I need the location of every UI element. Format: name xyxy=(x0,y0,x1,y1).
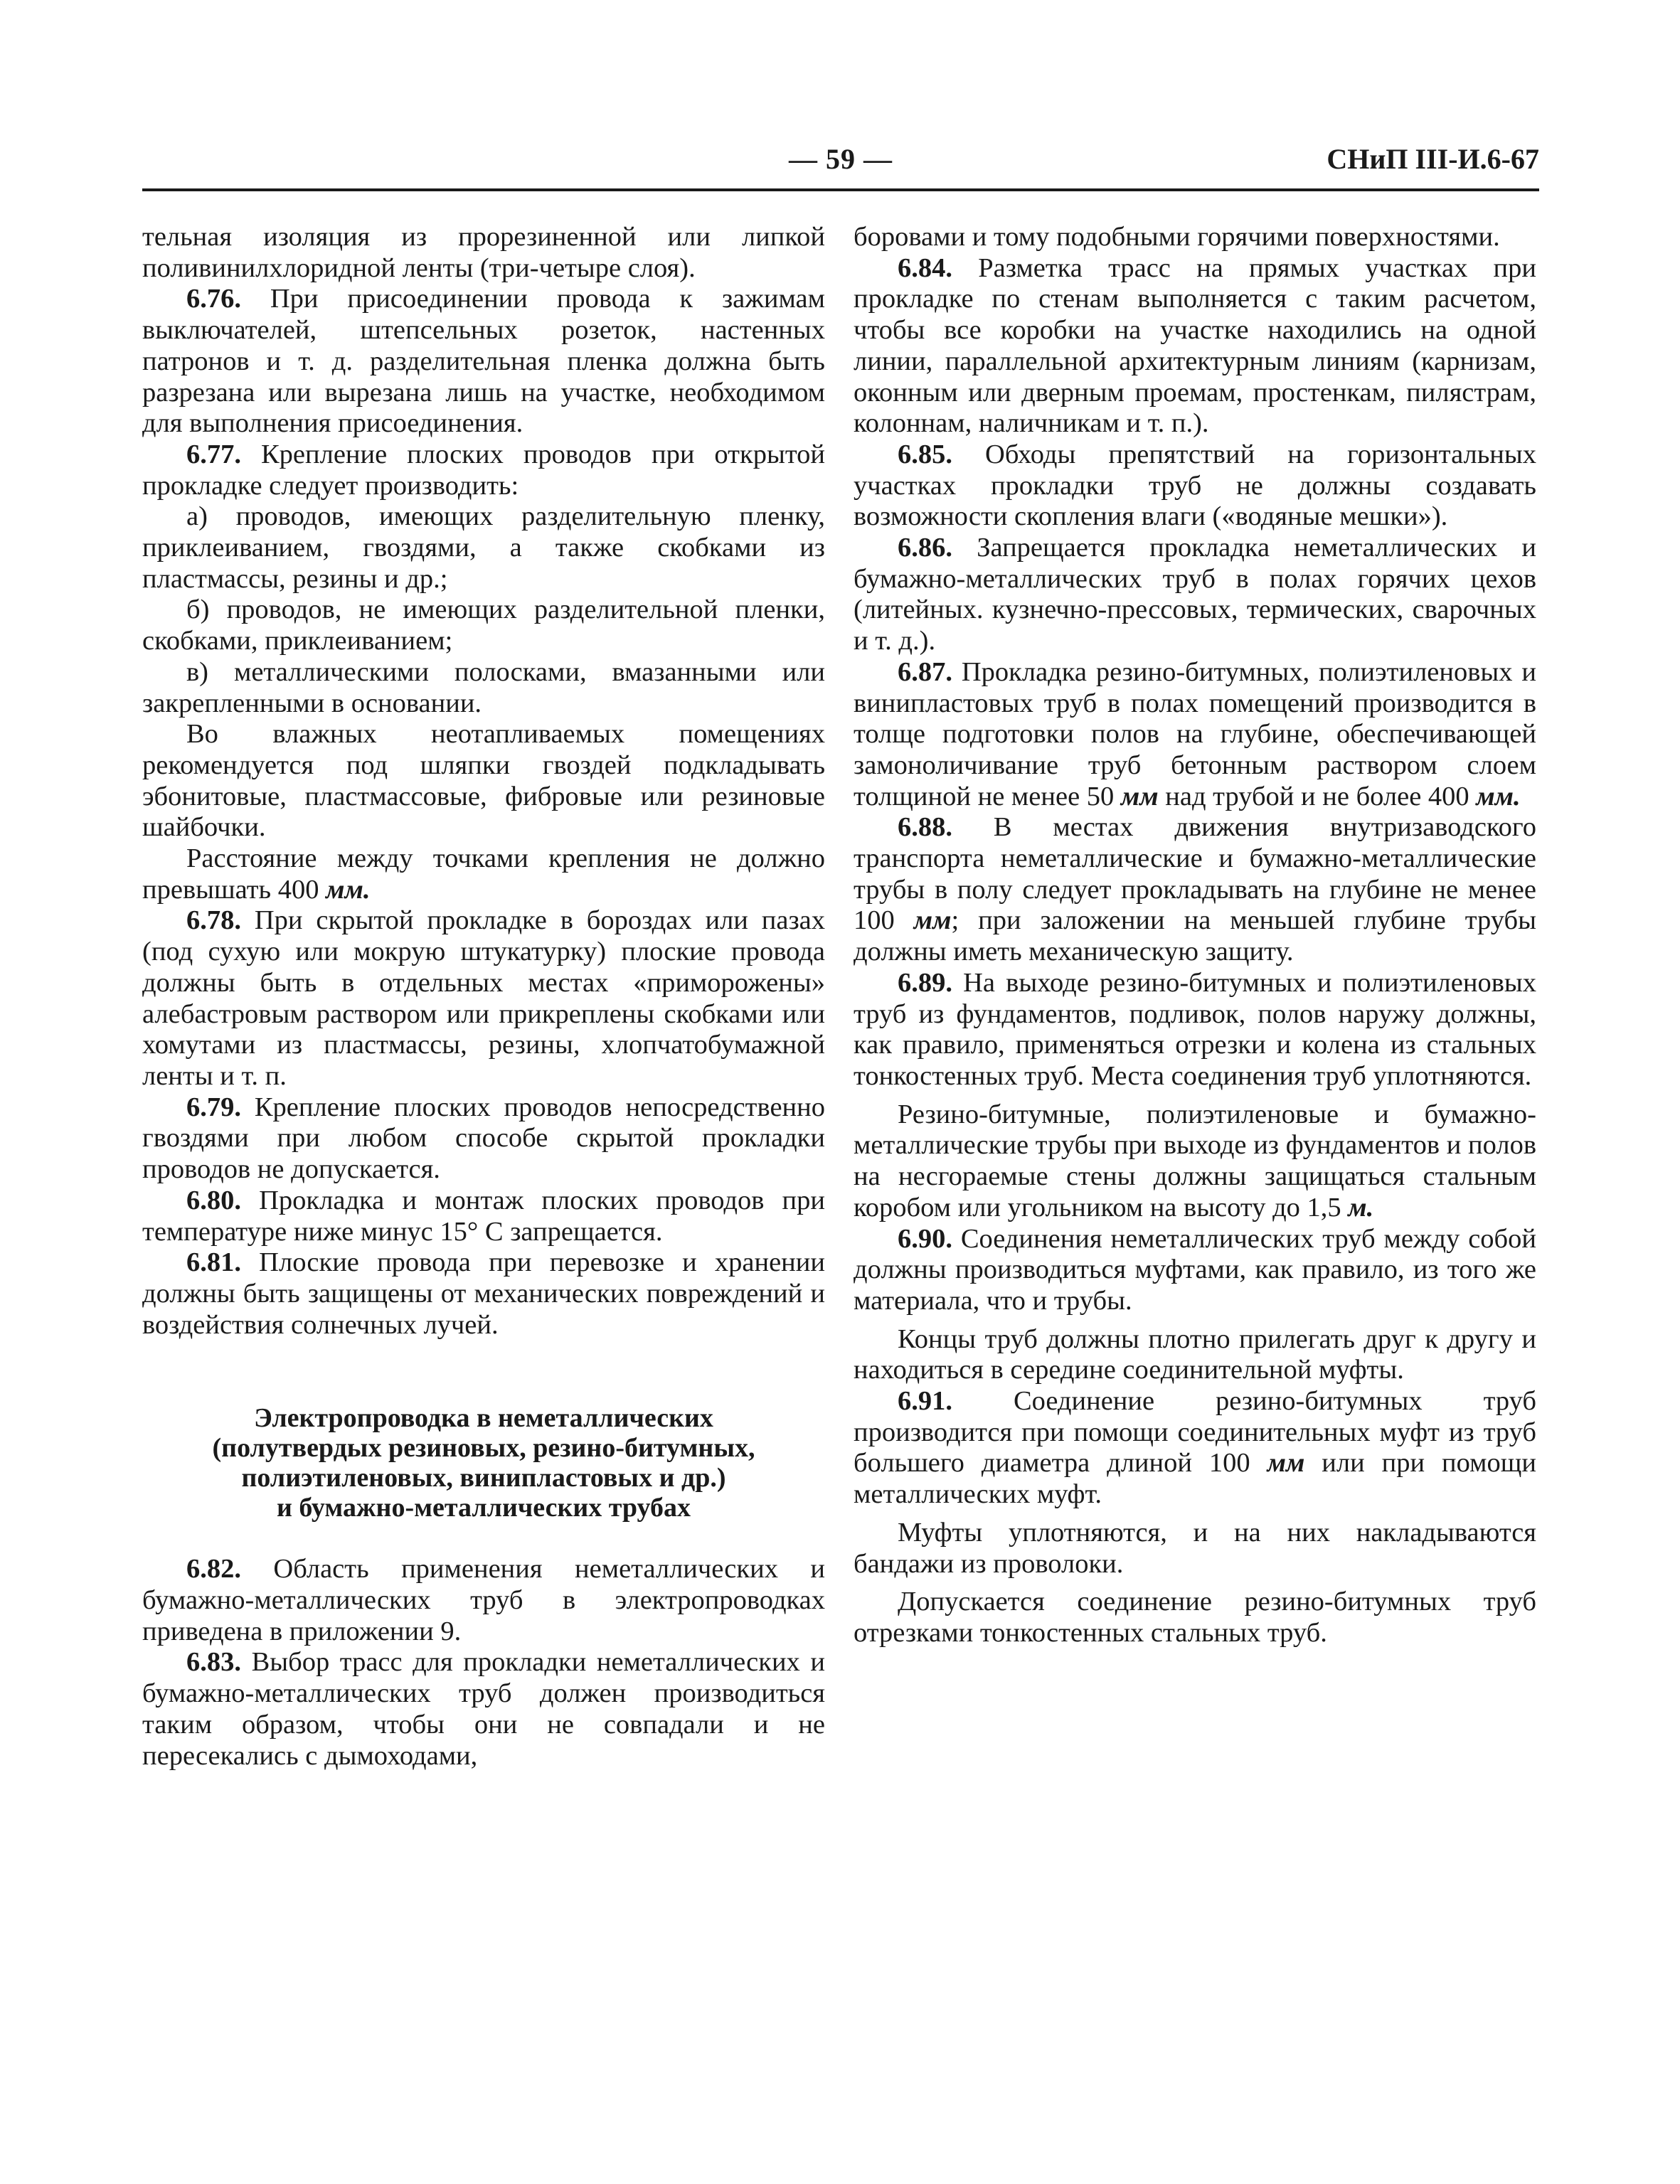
list-item-b: б) проводов, не имеющих разделительной пленки, скобками, приклеиванием; xyxy=(142,595,825,656)
paragraph: Во влажных неотапливаемых помещениях рекомендуется под шляпки гвоздей подкладывать эбонитовые, пластмассовые, фибровые или резиновые шайбочки. xyxy=(142,719,825,843)
paragraph: Допускается соединение резино-битумных труб отрезками тонкостенных стальных труб. xyxy=(854,1587,1536,1648)
paragraph-6-84: 6.84. Разметка трасс на прямых участках при прокладке по стенам выполняется с таким расчетом, чтобы все коробки на участке находились на одной линии, параллельной архитектурным линиям (карнизам, оконным или дверным проемам, простенкам, пилястрам, колоннам, наличникам и т. п.). xyxy=(854,252,1536,439)
section-heading: Электропроводка в неметаллических (полутвердых резиновых, резино-битумных, полиэтиленовых, винипластовых и др.) и бумажно-металлических трубах xyxy=(212,1403,755,1523)
clause-number: 6.82. xyxy=(186,1554,241,1584)
clause-number: 6.78. xyxy=(186,905,241,936)
paragraph-6-85: 6.85. Обходы препятствий на горизонтальных участках прокладки труб не должны создавать возможности скопления влаги («водяные мешки»). xyxy=(854,439,1536,532)
paragraph-6-90: 6.90. Соединения неметаллических труб между собой должны производиться муфтами, как правило, из того же материала, что и трубы. xyxy=(854,1223,1536,1316)
paragraph-6-80: 6.80. Прокладка и монтаж плоских проводов при температуре ниже минус 15° С запрещается. xyxy=(142,1185,825,1247)
paragraph: тельная изоляция из прорезиненной или липкой поливинилхлоридной ленты (три-четыре слоя). xyxy=(142,222,825,283)
page-header xyxy=(142,142,1539,192)
clause-number: 6.83. xyxy=(186,1647,241,1678)
paragraph-6-76: 6.76. При присоединении провода к зажимам выключателей, штепсельных розеток, настенных патронов и т. д. разделительная пленка должна быть разрезана или вырезана лишь на участке, необходимом для выполнения присоединения. xyxy=(142,284,825,439)
paragraph-6-77: 6.77. Крепление плоских проводов при открытой прокладке следует производить: xyxy=(142,439,825,501)
document-code: СНиП III-И.6-67 xyxy=(1327,143,1539,175)
list-item-a: а) проводов, имеющих разделительную пленку, приклеиванием, гвоздями, а также скобками из пластмассы, резины и др.; xyxy=(142,501,825,594)
paragraph-6-78: 6.78. При скрытой прокладке в бороздах или пазах (под сухую или мокрую штукатурку) плоские провода должны быть в отдельных местах «приморожены» алебастровым раствором или прикреплены скобками или хомутами из пластмассы, резины, хлопчатобумажной ленты и т. п. xyxy=(142,905,825,1091)
right-column xyxy=(854,222,1536,1649)
clause-number: 6.84. xyxy=(898,252,952,283)
clause-number: 6.86. xyxy=(898,533,952,563)
paragraph-6-87: 6.87. Прокладка резино-битумных, полиэтиленовых и винипластовых труб в полах помещений производится в толще подготовки полов на глубине, обеспечивающей замоноличивание труб бетонным раствором слоем толщиной не менее 50 мм над трубой и не более 400 мм. xyxy=(854,656,1536,811)
paragraph-6-88: 6.88. В местах движения внутризаводского транспорта неметаллические и бумажно-металлические трубы в полу следует прокладывать на глубине не менее 100 мм; при заложении на меньшей глубине трубы должны иметь механическую защиту. xyxy=(854,812,1536,967)
page-number: — 59 — xyxy=(789,143,893,175)
paragraph-6-81: 6.81. Плоские провода при перевозке и хранении должны быть защищены от механических повреждений и воздействия солнечных лучей. xyxy=(142,1247,825,1340)
paragraph: боровами и тому подобными горячими поверхностями. xyxy=(854,222,1500,252)
clause-number: 6.80. xyxy=(186,1185,241,1215)
clause-number: 6.76. xyxy=(186,284,241,314)
paragraph-6-82: 6.82. Область применения неметаллических и бумажно-металлических труб в электропроводках приведена в приложении 9. xyxy=(142,1554,825,1646)
clause-number: 6.79. xyxy=(186,1092,241,1122)
paragraph: Муфты уплотняются, и на них накладываются бандажи из проволоки. xyxy=(854,1517,1536,1579)
clause-number: 6.88. xyxy=(898,812,952,843)
paragraph-6-91: 6.91. Соединение резино-битумных труб производится при помощи соединительных муфт из труб большего диаметра длиной 100 мм или при помощи металлических муфт. xyxy=(854,1386,1536,1510)
paragraph-6-89: 6.89. На выходе резино-битумных и полиэтиленовых труб из фундаментов, подливок, полов наружу должны, как правило, применяться отрезки и колена из стальных тонкостенных труб. Места соединения труб уплотняются. xyxy=(854,967,1536,1091)
paragraph: Концы труб должны плотно прилегать друг к другу и находиться в середине соединительной муфты. xyxy=(854,1323,1536,1385)
paragraph-6-79: 6.79. Крепление плоских проводов непосредственно гвоздями при любом способе скрытой прокладки проводов не допускается. xyxy=(142,1092,825,1185)
paragraph-6-86: 6.86. Запрещается прокладка неметаллических и бумажно-металлических труб в полах горячих цехов (литейных. кузнечно-прессовых, термических, сварочных и т. д.). xyxy=(854,533,1536,656)
clause-number: 6.91. xyxy=(898,1386,952,1417)
clause-number: 6.85. xyxy=(898,439,952,469)
left-column xyxy=(142,222,825,1772)
paragraph: Расстояние между точками крепления не должно превышать 400 мм. xyxy=(142,843,825,905)
header-rule xyxy=(142,188,1539,191)
paragraph-6-83: 6.83. Выбор трасс для прокладки немeталлических и бумажно-металлических труб должен производиться таким образом, чтобы они не совпадали и не пересекались с дымоходами, xyxy=(142,1647,825,1771)
paragraph: Резино-битумные, полиэтиленовые и бумажно-металлические трубы при выходе из фундаментов и полов на несгораемые стены должны защищаться стальным коробом или угольником на высоту до 1,5 м. xyxy=(854,1099,1536,1222)
list-item-c: в) металлическими полосками, вмазанными или закрепленными в основании. xyxy=(142,656,825,718)
clause-number: 6.81. xyxy=(186,1247,241,1278)
clause-number: 6.77. xyxy=(186,439,241,469)
clause-number: 6.87. xyxy=(898,656,952,687)
clause-number: 6.90. xyxy=(898,1223,952,1254)
clause-number: 6.89. xyxy=(898,967,952,998)
